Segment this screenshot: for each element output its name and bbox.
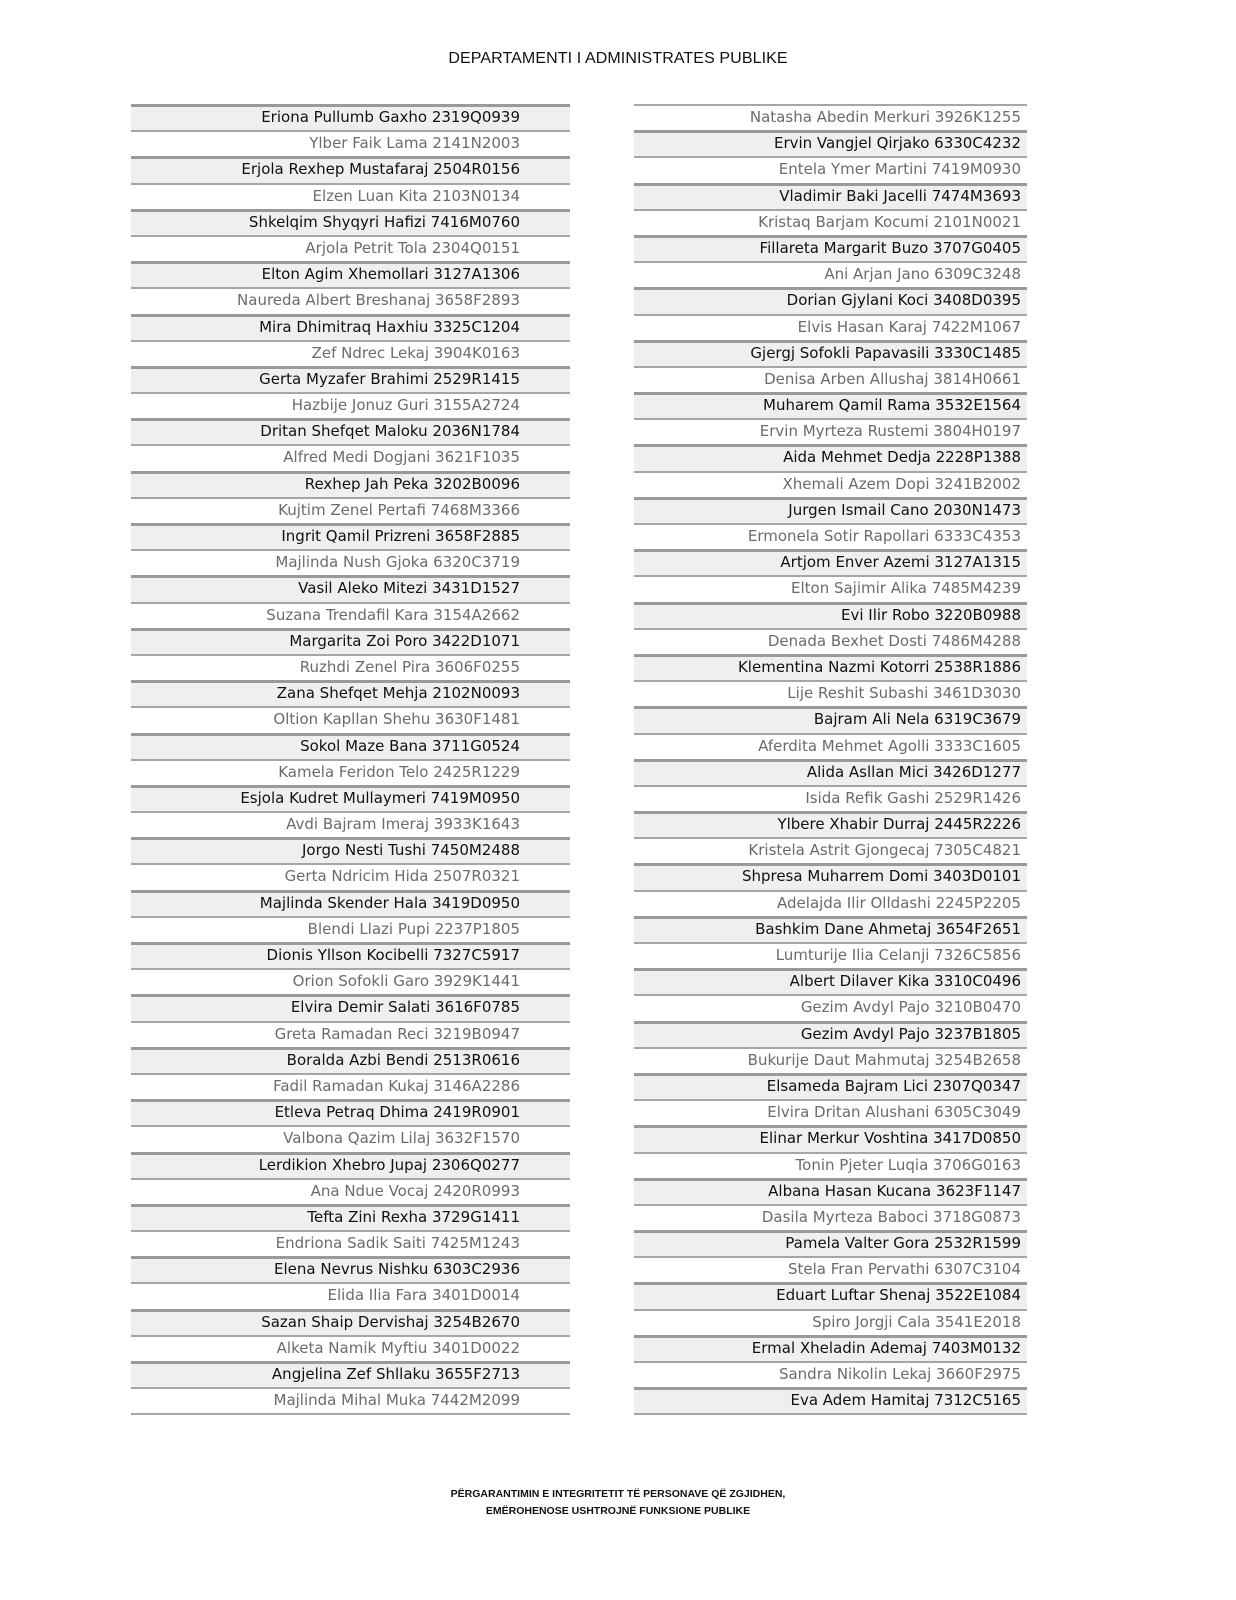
- list-item: Elton Agim Xhemollari 3127A1306: [131, 261, 570, 287]
- list-item: Denisa Arben Allushaj 3814H0661: [634, 366, 1027, 392]
- list-item: Majlinda Nush Gjoka 6320C3719: [131, 549, 570, 575]
- list-item: Gerta Ndricim Hida 2507R0321: [131, 863, 570, 889]
- list-item: Boralda Azbi Bendi 2513R0616: [131, 1047, 570, 1073]
- left-name-list: [131, 104, 570, 1415]
- list-item: Elida Ilia Fara 3401D0014: [131, 1282, 570, 1308]
- list-item: Avdi Bajram Imeraj 3933K1643: [131, 811, 570, 837]
- list-item: Endriona Sadik Saiti 7425M1243: [131, 1230, 570, 1256]
- list-item: Angjelina Zef Shllaku 3655F2713: [131, 1361, 570, 1387]
- list-item: Oltion Kapllan Shehu 3630F1481: [131, 706, 570, 732]
- list-item: Erjola Rexhep Mustafaraj 2504R0156: [131, 156, 570, 182]
- list-item: Elinar Merkur Voshtina 3417D0850: [634, 1125, 1027, 1151]
- list-item: Hazbije Jonuz Guri 3155A2724: [131, 392, 570, 418]
- list-item: Gerta Myzafer Brahimi 2529R1415: [131, 366, 570, 392]
- list-item: Xhemali Azem Dopi 3241B2002: [634, 471, 1027, 497]
- list-item: Dasila Myrteza Baboci 3718G0873: [634, 1204, 1027, 1230]
- list-item: Elvis Hasan Karaj 7422M1067: [634, 314, 1027, 340]
- right-name-list: [634, 104, 1027, 1415]
- list-item: Muharem Qamil Rama 3532E1564: [634, 392, 1027, 418]
- list-item: Alketa Namik Myftiu 3401D0022: [131, 1335, 570, 1361]
- list-item: Eriona Pullumb Gaxho 2319Q0939: [131, 104, 570, 130]
- list-item: Gezim Avdyl Pajo 3237B1805: [634, 1021, 1027, 1047]
- list-item: Natasha Abedin Merkuri 3926K1255: [634, 104, 1027, 130]
- list-item: Kujtim Zenel Pertafi 7468M3366: [131, 497, 570, 523]
- list-item: Margarita Zoi Poro 3422D1071: [131, 628, 570, 654]
- list-item: Esjola Kudret Mullaymeri 7419M0950: [131, 785, 570, 811]
- list-item: Elzen Luan Kita 2103N0134: [131, 183, 570, 209]
- list-item: Lije Reshit Subashi 3461D3030: [634, 680, 1027, 706]
- footer-line-2: EMËROHENOSE USHTROJNË FUNKSIONE PUBLIKE: [485, 1505, 751, 1517]
- list-item: Tonin Pjeter Luqia 3706G0163: [634, 1152, 1027, 1178]
- list-item: Rexhep Jah Peka 3202B0096: [131, 471, 570, 497]
- list-item: Sandra Nikolin Lekaj 3660F2975: [634, 1361, 1027, 1387]
- list-item: Blendi Llazi Pupi 2237P1805: [131, 916, 570, 942]
- list-item: Isida Refik Gashi 2529R1426: [634, 785, 1027, 811]
- list-item: Evi Ilir Robo 3220B0988: [634, 602, 1027, 628]
- list-item: Ana Ndue Vocaj 2420R0993: [131, 1178, 570, 1204]
- list-item: Valbona Qazim Lilaj 3632F1570: [131, 1125, 570, 1151]
- list-item: Dorian Gjylani Koci 3408D0395: [634, 287, 1027, 313]
- list-item: Etleva Petraq Dhima 2419R0901: [131, 1099, 570, 1125]
- list-item: Jurgen Ismail Cano 2030N1473: [634, 497, 1027, 523]
- list-item: Lerdikion Xhebro Jupaj 2306Q0277: [131, 1152, 570, 1178]
- list-item: Stela Fran Pervathi 6307C3104: [634, 1256, 1027, 1282]
- list-item: Majlinda Mihal Muka 7442M2099: [131, 1387, 570, 1413]
- list-item: Bukurije Daut Mahmutaj 3254B2658: [634, 1047, 1027, 1073]
- list-item: Kristaq Barjam Kocumi 2101N0021: [634, 209, 1027, 235]
- list-item: Gjergj Sofokli Papavasili 3330C1485: [634, 340, 1027, 366]
- list-end-divider: [131, 1413, 570, 1415]
- list-item: Eduart Luftar Shenaj 3522E1084: [634, 1282, 1027, 1308]
- list-item: Bashkim Dane Ahmetaj 3654F2651: [634, 916, 1027, 942]
- list-item: Elvira Demir Salati 3616F0785: [131, 994, 570, 1020]
- list-item: Artjom Enver Azemi 3127A1315: [634, 549, 1027, 575]
- list-item: Alida Asllan Mici 3426D1277: [634, 759, 1027, 785]
- list-item: Albert Dilaver Kika 3310C0496: [634, 968, 1027, 994]
- list-item: Eva Adem Hamitaj 7312C5165: [634, 1387, 1027, 1413]
- list-item: Aida Mehmet Dedja 2228P1388: [634, 444, 1027, 470]
- list-item: Dritan Shefqet Maloku 2036N1784: [131, 418, 570, 444]
- list-item: Vasil Aleko Mitezi 3431D1527: [131, 575, 570, 601]
- list-item: Ermal Xheladin Ademaj 7403M0132: [634, 1335, 1027, 1361]
- list-item: Ervin Myrteza Rustemi 3804H0197: [634, 418, 1027, 444]
- page-footer: [0, 1486, 1236, 1520]
- list-item: Naureda Albert Breshanaj 3658F2893: [131, 287, 570, 313]
- list-item: Zef Ndrec Lekaj 3904K0163: [131, 340, 570, 366]
- list-item: Ruzhdi Zenel Pira 3606F0255: [131, 654, 570, 680]
- list-end-divider: [634, 1413, 1027, 1415]
- footer-line-1: PËRGARANTIMIN E INTEGRITETIT TË PERSONAVE QË ZGJIDHEN,: [450, 1488, 786, 1500]
- list-item: Dionis Yllson Kocibelli 7327C5917: [131, 942, 570, 968]
- list-item: Sazan Shaip Dervishaj 3254B2670: [131, 1309, 570, 1335]
- list-item: Fadil Ramadan Kukaj 3146A2286: [131, 1073, 570, 1099]
- list-item: Ani Arjan Jano 6309C3248: [634, 261, 1027, 287]
- page-title: DEPARTAMENTI I ADMINISTRATES PUBLIKE: [448, 50, 788, 67]
- list-item: Lumturije Ilia Celanji 7326C5856: [634, 942, 1027, 968]
- list-item: Majlinda Skender Hala 3419D0950: [131, 890, 570, 916]
- list-item: Arjola Petrit Tola 2304Q0151: [131, 235, 570, 261]
- list-item: Mira Dhimitraq Haxhiu 3325C1204: [131, 314, 570, 340]
- list-item: Shkelqim Shyqyri Hafizi 7416M0760: [131, 209, 570, 235]
- list-item: Pamela Valter Gora 2532R1599: [634, 1230, 1027, 1256]
- list-item: Alfred Medi Dogjani 3621F1035: [131, 444, 570, 470]
- list-item: Fillareta Margarit Buzo 3707G0405: [634, 235, 1027, 261]
- list-item: Elton Sajimir Alika 7485M4239: [634, 575, 1027, 601]
- list-item: Adelajda Ilir Olldashi 2245P2205: [634, 890, 1027, 916]
- list-item: Ermonela Sotir Rapollari 6333C4353: [634, 523, 1027, 549]
- list-item: Vladimir Baki Jacelli 7474M3693: [634, 183, 1027, 209]
- list-item: Ylbere Xhabir Durraj 2445R2226: [634, 811, 1027, 837]
- list-item: Ylber Faik Lama 2141N2003: [131, 130, 570, 156]
- list-item: Entela Ymer Martini 7419M0930: [634, 156, 1027, 182]
- list-item: Orion Sofokli Garo 3929K1441: [131, 968, 570, 994]
- list-item: Gezim Avdyl Pajo 3210B0470: [634, 994, 1027, 1020]
- list-item: Kristela Astrit Gjongecaj 7305C4821: [634, 837, 1027, 863]
- list-item: Denada Bexhet Dosti 7486M4288: [634, 628, 1027, 654]
- list-item: Kamela Feridon Telo 2425R1229: [131, 759, 570, 785]
- list-item: Tefta Zini Rexha 3729G1411: [131, 1204, 570, 1230]
- list-item: Sokol Maze Bana 3711G0524: [131, 733, 570, 759]
- list-item: Elsameda Bajram Lici 2307Q0347: [634, 1073, 1027, 1099]
- list-item: Suzana Trendafil Kara 3154A2662: [131, 602, 570, 628]
- list-item: Klementina Nazmi Kotorri 2538R1886: [634, 654, 1027, 680]
- list-item: Shpresa Muharrem Domi 3403D0101: [634, 863, 1027, 889]
- list-item: Jorgo Nesti Tushi 7450M2488: [131, 837, 570, 863]
- list-item: Albana Hasan Kucana 3623F1147: [634, 1178, 1027, 1204]
- list-item: Elvira Dritan Alushani 6305C3049: [634, 1099, 1027, 1125]
- list-item: Spiro Jorgji Cala 3541E2018: [634, 1309, 1027, 1335]
- list-item: Ervin Vangjel Qirjako 6330C4232: [634, 130, 1027, 156]
- list-item: Ingrit Qamil Prizreni 3658F2885: [131, 523, 570, 549]
- list-item: Bajram Ali Nela 6319C3679: [634, 706, 1027, 732]
- list-item: Greta Ramadan Reci 3219B0947: [131, 1021, 570, 1047]
- list-item: Aferdita Mehmet Agolli 3333C1605: [634, 733, 1027, 759]
- list-item: Elena Nevrus Nishku 6303C2936: [131, 1256, 570, 1282]
- list-item: Zana Shefqet Mehja 2102N0093: [131, 680, 570, 706]
